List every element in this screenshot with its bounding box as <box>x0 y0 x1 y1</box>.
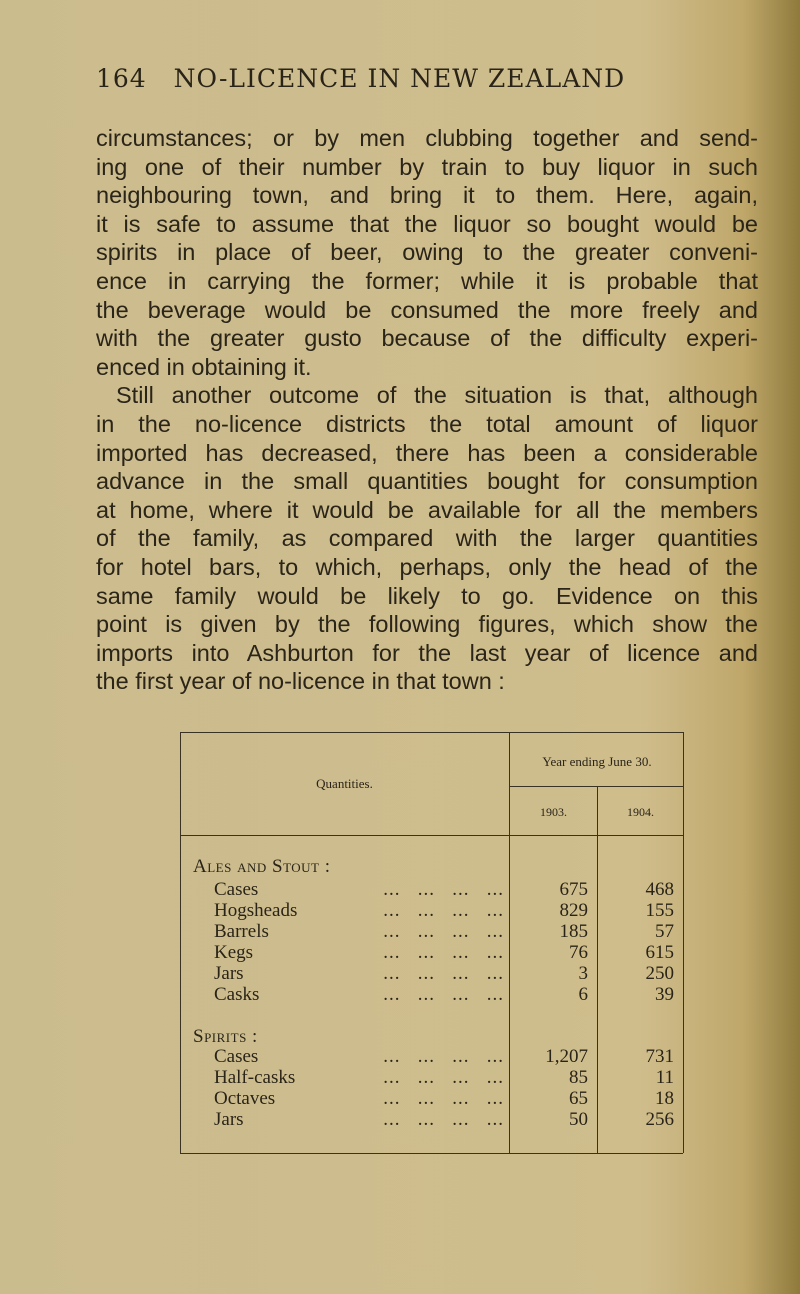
row-label: Casks <box>214 984 260 1005</box>
text-line: ing one of their number by train to buy liquor in such <box>96 153 758 180</box>
value-1903: 65 <box>569 1088 588 1109</box>
value-1903: 3 <box>578 963 588 984</box>
row-label-cell <box>214 921 504 942</box>
row-label-cell <box>214 1088 504 1109</box>
text-line: circumstances; or by men clubbing together and send- <box>96 125 758 151</box>
row-label-cell <box>214 984 504 1005</box>
page-number: 164 <box>96 64 147 93</box>
row-label-cell <box>214 1109 504 1130</box>
text-line: Still another outcome of the situation is that, although <box>116 382 758 409</box>
row-label: Half-casks <box>214 1067 296 1088</box>
text-line: neighbouring town, and bring it to them. Here, again, <box>96 182 758 209</box>
value-1904: 615 <box>645 942 674 963</box>
table-row <box>214 900 684 921</box>
running-title: NO-LICENCE IN NEW ZEALAND <box>173 64 626 93</box>
value-1903: 6 <box>578 984 588 1005</box>
row-label-cell <box>214 963 504 984</box>
row-label-cell <box>214 942 504 963</box>
text-line: in the no-licence districts the total amount of liquor <box>96 410 758 437</box>
row-label: Jars <box>214 963 244 984</box>
row-label: Jars <box>214 1109 244 1130</box>
value-1904: 57 <box>655 921 674 942</box>
value-1903: 675 <box>559 879 588 900</box>
row-label: Cases <box>214 879 259 900</box>
value-1903: 1,207 <box>545 1046 588 1067</box>
table-row <box>214 984 684 1005</box>
table-border-left <box>180 732 181 1153</box>
text-line: ence in carrying the former; while it is probable that <box>96 267 758 294</box>
value-1904: 250 <box>645 963 674 984</box>
section-heading: Ales and Stout : <box>193 856 331 877</box>
value-1904: 731 <box>645 1046 674 1067</box>
table-row <box>214 1046 684 1067</box>
table-bottom-rule <box>180 1153 683 1154</box>
table-row <box>214 963 684 984</box>
text-line: the beverage would be consumed the more freely and <box>96 296 758 323</box>
row-label: Cases <box>214 1046 259 1067</box>
leader-dots: ... ... ... ... <box>383 1067 504 1088</box>
row-label: Octaves <box>214 1088 276 1109</box>
value-1903: 85 <box>569 1067 588 1088</box>
leader-dots: ... ... ... ... <box>383 942 504 963</box>
table-row <box>214 1088 684 1109</box>
row-label-cell <box>214 879 504 900</box>
text-line: imports into Ashburton for the last year of licence and <box>96 639 758 666</box>
table-row <box>214 879 684 900</box>
text-line: for hotel bars, to which, perhaps, only the head of the <box>96 553 758 580</box>
leader-dots: ... ... ... ... <box>383 1109 504 1130</box>
section-heading: Spirits : <box>193 1026 258 1047</box>
leader-dots: ... ... ... ... <box>383 1088 504 1109</box>
text-line: at home, where it would be available for all the members <box>96 496 758 523</box>
value-1903: 185 <box>559 921 588 942</box>
value-1904: 39 <box>655 984 674 1005</box>
table-row <box>214 942 684 963</box>
text-line: spirits in place of beer, owing to the greater conveni- <box>96 239 758 266</box>
text-line: of the family, as compared with the larger quantities <box>96 525 758 552</box>
value-1903: 76 <box>569 942 588 963</box>
row-label: Kegs <box>214 942 254 963</box>
table-rule <box>180 835 683 836</box>
value-1904: 468 <box>645 879 674 900</box>
table-row <box>214 921 684 942</box>
table-top-rule <box>180 732 683 733</box>
col-header-1903: 1903. <box>540 805 567 819</box>
table-row <box>214 1067 684 1088</box>
value-1904: 18 <box>655 1088 674 1109</box>
text-line: with the greater gusto because of the difficulty experi- <box>96 325 758 352</box>
text-line: enced in obtaining it. <box>96 353 312 380</box>
col-header-quantities: Quantities. <box>316 776 373 791</box>
value-1904: 155 <box>645 900 674 921</box>
leader-dots: ... ... ... ... <box>383 879 504 900</box>
table-row <box>214 1109 684 1130</box>
table-rule <box>510 786 683 787</box>
text-line: imported has decreased, there has been a considerable <box>96 439 758 466</box>
text-line: advance in the small quantities bought for consumption <box>96 468 758 495</box>
text-line: the first year of no-licence in that town : <box>96 668 505 695</box>
text-line: point is given by the following figures, which show the <box>96 611 758 638</box>
leader-dots: ... ... ... ... <box>383 900 504 921</box>
col-header-1904: 1904. <box>627 805 654 819</box>
value-1904: 256 <box>645 1109 674 1130</box>
col-header-year-group: Year ending June 30. <box>542 754 652 769</box>
text-line: it is safe to assume that the liquor so bought would be <box>96 210 758 237</box>
value-1903: 50 <box>569 1109 588 1130</box>
leader-dots: ... ... ... ... <box>383 984 504 1005</box>
text-line: same family would be likely to go. Evidence on this <box>96 582 758 609</box>
leader-dots: ... ... ... ... <box>383 1046 504 1067</box>
value-1904: 11 <box>655 1067 674 1088</box>
row-label-cell <box>214 900 504 921</box>
leader-dots: ... ... ... ... <box>383 963 504 984</box>
body-text <box>96 124 758 696</box>
leader-dots: ... ... ... ... <box>383 921 504 942</box>
value-1903: 829 <box>559 900 588 921</box>
row-label-cell <box>214 1067 504 1088</box>
running-header <box>96 64 756 94</box>
row-label: Barrels <box>214 921 269 942</box>
row-label-cell <box>214 1046 504 1067</box>
row-label: Hogsheads <box>214 900 298 921</box>
